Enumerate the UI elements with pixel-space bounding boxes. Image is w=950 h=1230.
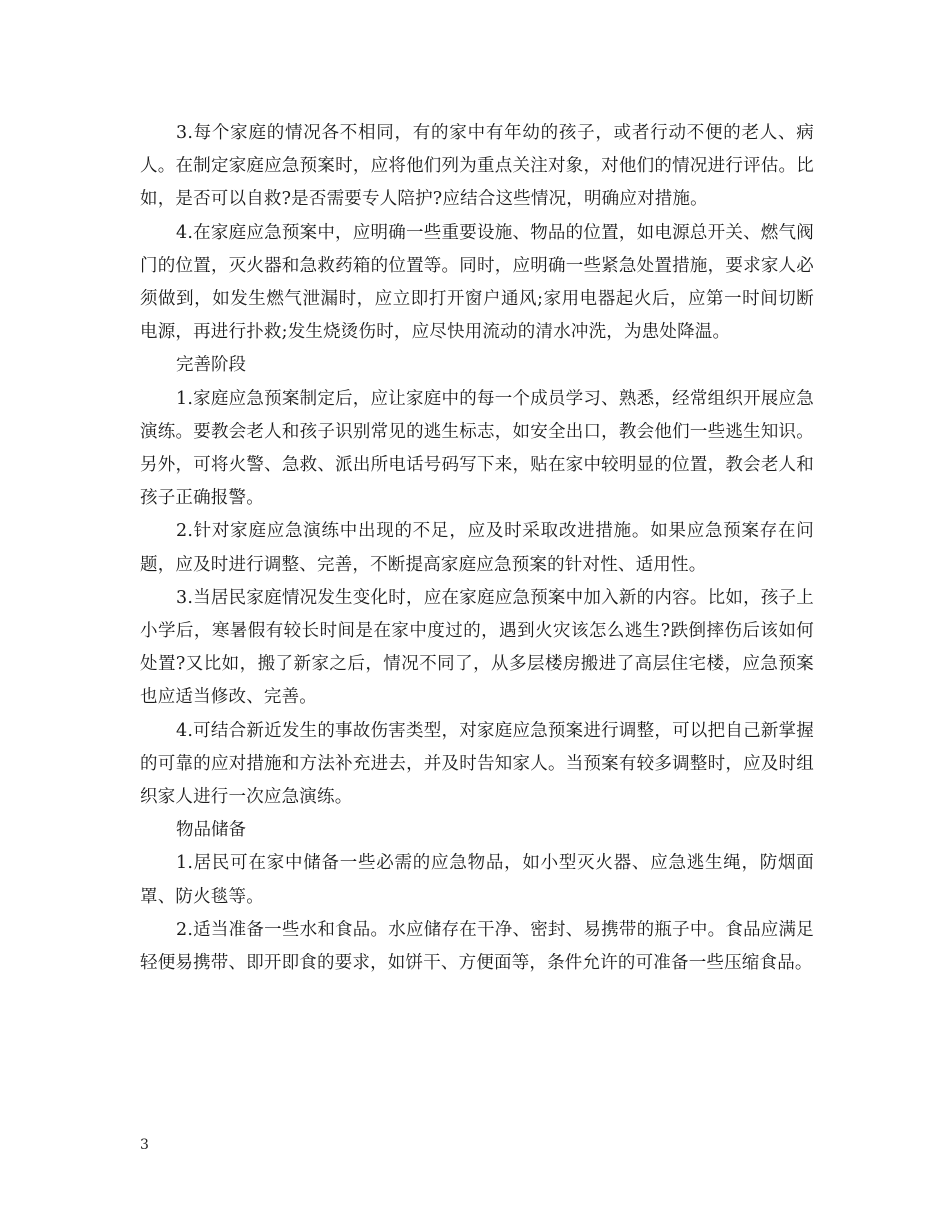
paragraph-new-measures: 4.可结合新近发生的事故伤害类型，对家庭应急预案进行调整，可以把自己新掌握的可靠的应对措施和方法补充进去，并及时告知家人。当预案有较多调整时，应及时组织家人进行一次应急演练。 (140, 720, 814, 808)
paragraph-family-changes: 3.当居民家庭情况发生变化时，应在家庭应急预案中加入新的内容。比如，孩子上小学后，寒暑假有较长时间是在家中度过的，遇到火灾该怎么逃生?跌倒摔伤后该如何处置?又比如，搬了新家之后，情况不同了，从多层楼房搬进了高层住宅楼，应急预案也应适当修改、完善。 (140, 587, 814, 708)
paragraph-drills: 1.家庭应急预案制定后，应让家庭中的每一个成员学习、熟悉，经常组织开展应急演练。要教会老人和孩子识别常见的逃生标志，如安全出口，教会他们一些逃生知识。另外，可将火警、急救、派出所电话号码写下来，贴在家中较明显的位置，教会老人和孩子正确报警。 (140, 388, 814, 509)
document-body (140, 117, 814, 980)
paragraph-water-food: 2.适当准备一些水和食品。水应储存在干净、密封、易携带的瓶子中。食品应满足轻便易携带、即开即食的要求，如饼干、方便面等，条件允许的可准备一些压缩食品。 (140, 919, 814, 974)
paragraph-facility-locations: 4.在家庭应急预案中，应明确一些重要设施、物品的位置，如电源总开关、燃气阀门的位置，灭火器和急救药箱的位置等。同时，应明确一些紧急处置措施，要求家人必须做到，如发生燃气泄漏时，应立即打开窗户通风;家用电器起火后，应第一时间切断电源，再进行扑救;发生烧烫伤时，应尽快用流动的清水冲洗，为患处降温。 (140, 222, 814, 343)
page-number: 3 (140, 1137, 149, 1153)
section-heading-supplies: 物品储备 (176, 820, 246, 841)
paragraph-adjustments: 2.针对家庭应急演练中出现的不足，应及时采取改进措施。如果应急预案存在问题，应及时进行调整、完善，不断提高家庭应急预案的针对性、适用性。 (140, 521, 814, 575)
paragraph-household-situations: 3.每个家庭的情况各不相同，有的家中有年幼的孩子，或者行动不便的老人、病人。在制定家庭应急预案时，应将他们列为重点关注对象，对他们的情况进行评估。比如，是否可以自救?是否需要专人陪护?应结合这些情况，明确应对措施。 (140, 123, 814, 210)
paragraph-emergency-items: 1.居民可在家中储备一些必需的应急物品，如小型灭火器、应急逃生绳，防烟面罩、防火毯等。 (140, 853, 814, 907)
section-heading-improvement: 完善阶段 (176, 355, 246, 376)
